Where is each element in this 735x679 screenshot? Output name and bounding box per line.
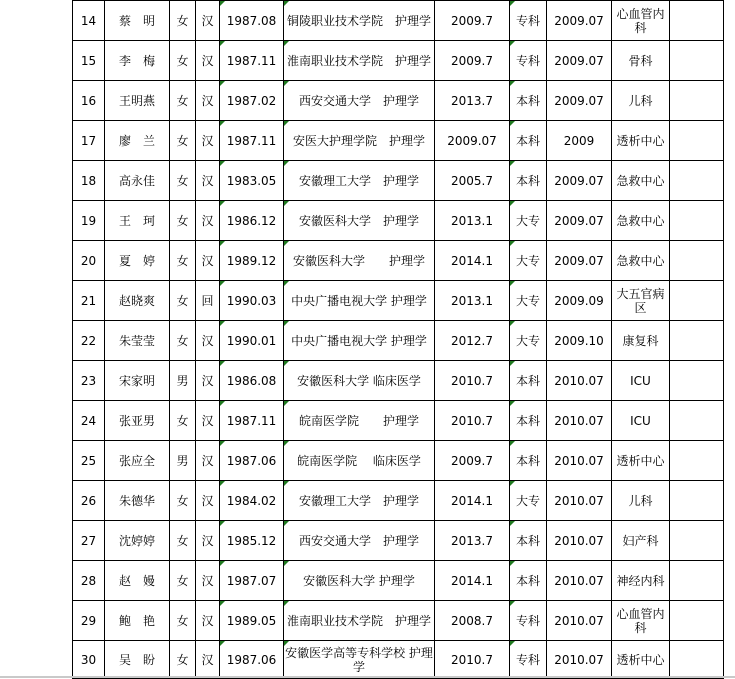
cell-empty[interactable] [670, 441, 724, 481]
cell-school-major[interactable]: 安徽理工大学 护理学 [284, 481, 435, 521]
cell-ethnicity[interactable]: 汉 [196, 361, 220, 401]
table-row [73, 401, 724, 441]
table-row [73, 121, 724, 161]
cell-birth-date[interactable]: 1989.05 [220, 601, 284, 641]
cell-graduation-date[interactable]: 2013.7 [435, 521, 510, 561]
cell-department[interactable]: 妇产科 [612, 521, 670, 561]
cell-school-major[interactable]: 安医大护理学院 护理学 [284, 121, 435, 161]
cell-department[interactable]: 儿科 [612, 81, 670, 121]
cell-hire-date[interactable]: 2010.07 [547, 401, 612, 441]
cell-department[interactable]: 急救中心 [612, 201, 670, 241]
cell-degree[interactable]: 本科 [510, 121, 547, 161]
cell-graduation-date[interactable]: 2010.7 [435, 641, 510, 679]
cell-name[interactable]: 夏 婷 [105, 241, 170, 281]
cell-birth-date[interactable]: 1983.05 [220, 161, 284, 201]
cell-ethnicity[interactable]: 汉 [196, 561, 220, 601]
cell-birth-date[interactable]: 1990.01 [220, 321, 284, 361]
cell-graduation-date[interactable]: 2010.7 [435, 361, 510, 401]
cell-hire-date[interactable]: 2009.09 [547, 281, 612, 321]
cell-gender[interactable]: 女 [170, 241, 196, 281]
table-row [73, 41, 724, 81]
cell-number[interactable]: 26 [73, 481, 105, 521]
cell-hire-date[interactable]: 2010.07 [547, 521, 612, 561]
cell-school-major[interactable]: 淮南职业技术学院 护理学 [284, 41, 435, 81]
cell-empty[interactable] [670, 321, 724, 361]
cell-birth-date[interactable]: 1986.12 [220, 201, 284, 241]
cell-gender[interactable]: 女 [170, 481, 196, 521]
cell-school-major[interactable]: 安徽医学高等专科学校 护理学 [284, 641, 435, 679]
table-row [73, 161, 724, 201]
cell-degree[interactable]: 本科 [510, 441, 547, 481]
cell-school-major[interactable]: 安徽医科大学 护理学 [284, 241, 435, 281]
cell-hire-date[interactable]: 2010.07 [547, 601, 612, 641]
table-row [73, 561, 724, 601]
cell-birth-date[interactable]: 1987.06 [220, 441, 284, 481]
cell-birth-date[interactable]: 1985.12 [220, 521, 284, 561]
cell-birth-date[interactable]: 1989.12 [220, 241, 284, 281]
cell-number[interactable]: 20 [73, 241, 105, 281]
cell-number[interactable]: 19 [73, 201, 105, 241]
cell-hire-date[interactable]: 2009.07 [547, 161, 612, 201]
cell-gender[interactable]: 女 [170, 41, 196, 81]
cell-degree[interactable]: 专科 [510, 41, 547, 81]
cell-hire-date[interactable]: 2009 [547, 121, 612, 161]
cell-department[interactable]: 心血管内科 [612, 601, 670, 641]
cell-birth-date[interactable]: 1987.07 [220, 561, 284, 601]
cell-empty[interactable] [670, 281, 724, 321]
cell-degree[interactable]: 本科 [510, 161, 547, 201]
cell-name[interactable]: 廖 兰 [105, 121, 170, 161]
cell-graduation-date[interactable]: 2013.7 [435, 81, 510, 121]
cell-empty[interactable] [670, 41, 724, 81]
cell-number[interactable]: 27 [73, 521, 105, 561]
table-row [73, 81, 724, 121]
cell-gender[interactable]: 男 [170, 361, 196, 401]
cell-name[interactable]: 鲍 艳 [105, 601, 170, 641]
cell-graduation-date[interactable]: 2009.7 [435, 1, 510, 41]
cell-degree[interactable]: 大专 [510, 481, 547, 521]
cell-gender[interactable]: 女 [170, 1, 196, 41]
table-row [73, 521, 724, 561]
cell-name[interactable]: 赵晓爽 [105, 281, 170, 321]
cell-number[interactable]: 16 [73, 81, 105, 121]
cell-school-major[interactable]: 安徽医科大学 护理学 [284, 561, 435, 601]
cell-empty[interactable] [670, 401, 724, 441]
cell-gender[interactable]: 女 [170, 161, 196, 201]
cell-school-major[interactable]: 淮南职业技术学院 护理学 [284, 601, 435, 641]
cell-gender[interactable]: 女 [170, 121, 196, 161]
cell-school-major[interactable]: 西安交通大学 护理学 [284, 81, 435, 121]
table-row [73, 361, 724, 401]
cell-department[interactable]: 急救中心 [612, 241, 670, 281]
cell-number[interactable]: 15 [73, 41, 105, 81]
cell-department[interactable]: 神经内科 [612, 561, 670, 601]
cell-graduation-date[interactable]: 2005.7 [435, 161, 510, 201]
cell-gender[interactable]: 女 [170, 521, 196, 561]
cell-number[interactable]: 29 [73, 601, 105, 641]
cell-name[interactable]: 宋家明 [105, 361, 170, 401]
cell-school-major[interactable]: 中央广播电视大学 护理学 [284, 321, 435, 361]
table-row [73, 321, 724, 361]
cell-empty[interactable] [670, 601, 724, 641]
cell-graduation-date[interactable]: 2009.07 [435, 121, 510, 161]
cell-name[interactable]: 沈婷婷 [105, 521, 170, 561]
cell-number[interactable]: 14 [73, 1, 105, 41]
roster-body [73, 1, 724, 679]
cell-hire-date[interactable]: 2010.07 [547, 361, 612, 401]
table-row [73, 281, 724, 321]
cell-hire-date[interactable]: 2009.07 [547, 241, 612, 281]
cell-graduation-date[interactable]: 2009.7 [435, 41, 510, 81]
cell-number[interactable]: 25 [73, 441, 105, 481]
cell-ethnicity[interactable]: 汉 [196, 41, 220, 81]
cell-name[interactable]: 朱莹莹 [105, 321, 170, 361]
cell-hire-date[interactable]: 2010.07 [547, 441, 612, 481]
cell-gender[interactable]: 男 [170, 441, 196, 481]
cell-school-major[interactable]: 安徽医科大学 临床医学 [284, 361, 435, 401]
cell-ethnicity[interactable]: 汉 [196, 241, 220, 281]
cell-graduation-date[interactable]: 2014.1 [435, 481, 510, 521]
cell-graduation-date[interactable]: 2008.7 [435, 601, 510, 641]
cell-birth-date[interactable]: 1987.06 [220, 641, 284, 679]
cell-birth-date[interactable]: 1987.02 [220, 81, 284, 121]
cell-degree[interactable]: 本科 [510, 401, 547, 441]
cell-hire-date[interactable]: 2009.07 [547, 1, 612, 41]
cell-gender[interactable]: 女 [170, 641, 196, 679]
cell-hire-date[interactable]: 2010.07 [547, 561, 612, 601]
cell-degree[interactable]: 专科 [510, 601, 547, 641]
cell-gender[interactable]: 女 [170, 321, 196, 361]
cell-hire-date[interactable]: 2010.07 [547, 481, 612, 521]
cell-empty[interactable] [670, 241, 724, 281]
cell-gender[interactable]: 女 [170, 601, 196, 641]
cell-ethnicity[interactable]: 汉 [196, 601, 220, 641]
cell-school-major[interactable]: 皖南医学院 临床医学 [284, 441, 435, 481]
cell-name[interactable]: 高永佳 [105, 161, 170, 201]
cell-number[interactable]: 18 [73, 161, 105, 201]
cell-empty[interactable] [670, 561, 724, 601]
cell-number[interactable]: 23 [73, 361, 105, 401]
cell-empty[interactable] [670, 81, 724, 121]
cell-degree[interactable]: 本科 [510, 81, 547, 121]
cell-department[interactable]: 儿科 [612, 481, 670, 521]
cell-name[interactable]: 朱德华 [105, 481, 170, 521]
cell-birth-date[interactable]: 1987.11 [220, 41, 284, 81]
cell-ethnicity[interactable]: 汉 [196, 521, 220, 561]
cell-birth-date[interactable]: 1987.11 [220, 121, 284, 161]
staff-roster-table [72, 0, 724, 679]
cell-name[interactable]: 吴 盼 [105, 641, 170, 679]
cell-name[interactable]: 张应全 [105, 441, 170, 481]
cell-school-major[interactable]: 安徽理工大学 护理学 [284, 161, 435, 201]
cell-birth-date[interactable]: 1986.08 [220, 361, 284, 401]
cell-empty[interactable] [670, 121, 724, 161]
cell-empty[interactable] [670, 521, 724, 561]
cell-gender[interactable]: 女 [170, 81, 196, 121]
cell-department[interactable]: 大五官病区 [612, 281, 670, 321]
cell-department[interactable]: 急救中心 [612, 161, 670, 201]
cell-number[interactable]: 21 [73, 281, 105, 321]
cell-graduation-date[interactable]: 2013.1 [435, 281, 510, 321]
cell-department[interactable]: 透析中心 [612, 641, 670, 679]
cell-name[interactable]: 王 珂 [105, 201, 170, 241]
cell-degree[interactable]: 大专 [510, 201, 547, 241]
cell-birth-date[interactable]: 1990.03 [220, 281, 284, 321]
cell-birth-date[interactable]: 1987.08 [220, 1, 284, 41]
cell-ethnicity[interactable]: 汉 [196, 161, 220, 201]
cell-empty[interactable] [670, 641, 724, 679]
cell-department[interactable]: 透析中心 [612, 121, 670, 161]
cell-degree[interactable]: 本科 [510, 561, 547, 601]
cell-ethnicity[interactable]: 汉 [196, 201, 220, 241]
cell-name[interactable]: 李 梅 [105, 41, 170, 81]
cell-number[interactable]: 28 [73, 561, 105, 601]
cell-ethnicity[interactable]: 汉 [196, 401, 220, 441]
cell-graduation-date[interactable]: 2014.1 [435, 561, 510, 601]
cell-ethnicity[interactable]: 回 [196, 281, 220, 321]
cell-hire-date[interactable]: 2010.07 [547, 641, 612, 679]
table-row [73, 481, 724, 521]
cell-ethnicity[interactable]: 汉 [196, 81, 220, 121]
cell-degree[interactable]: 本科 [510, 361, 547, 401]
table-row [73, 241, 724, 281]
cell-ethnicity[interactable]: 汉 [196, 321, 220, 361]
cell-gender[interactable]: 女 [170, 561, 196, 601]
cell-degree[interactable]: 专科 [510, 1, 547, 41]
cell-birth-date[interactable]: 1984.02 [220, 481, 284, 521]
cell-gender[interactable]: 女 [170, 281, 196, 321]
cell-name[interactable]: 蔡 明 [105, 1, 170, 41]
cell-graduation-date[interactable]: 2014.1 [435, 241, 510, 281]
table-row [73, 1, 724, 41]
cell-ethnicity[interactable]: 汉 [196, 121, 220, 161]
cell-department[interactable]: 透析中心 [612, 441, 670, 481]
cell-school-major[interactable]: 安徽医科大学 护理学 [284, 201, 435, 241]
cell-ethnicity[interactable]: 汉 [196, 481, 220, 521]
table-row [73, 441, 724, 481]
cell-name[interactable]: 张亚男 [105, 401, 170, 441]
cell-number[interactable]: 22 [73, 321, 105, 361]
cell-department[interactable]: 骨科 [612, 41, 670, 81]
cell-empty[interactable] [670, 481, 724, 521]
cell-ethnicity[interactable]: 汉 [196, 641, 220, 679]
cell-ethnicity[interactable]: 汉 [196, 1, 220, 41]
cell-hire-date[interactable]: 2009.07 [547, 201, 612, 241]
cell-school-major[interactable]: 西安交通大学 护理学 [284, 521, 435, 561]
cell-graduation-date[interactable]: 2009.7 [435, 441, 510, 481]
cell-department[interactable]: 心血管内科 [612, 1, 670, 41]
cell-name[interactable]: 赵 嫚 [105, 561, 170, 601]
cell-gender[interactable]: 女 [170, 201, 196, 241]
cell-number[interactable]: 30 [73, 641, 105, 679]
cell-number[interactable]: 17 [73, 121, 105, 161]
cell-empty[interactable] [670, 161, 724, 201]
table-row [73, 201, 724, 241]
cell-empty[interactable] [670, 201, 724, 241]
cell-gender[interactable]: 女 [170, 401, 196, 441]
cell-hire-date[interactable]: 2009.07 [547, 81, 612, 121]
cell-school-major[interactable]: 中央广播电视大学 护理学 [284, 281, 435, 321]
cell-name[interactable]: 王明燕 [105, 81, 170, 121]
cell-graduation-date[interactable]: 2013.1 [435, 201, 510, 241]
cell-department[interactable]: ICU [612, 401, 670, 441]
cell-degree[interactable]: 大专 [510, 281, 547, 321]
cell-hire-date[interactable]: 2009.10 [547, 321, 612, 361]
cell-graduation-date[interactable]: 2012.7 [435, 321, 510, 361]
cell-ethnicity[interactable]: 汉 [196, 441, 220, 481]
cell-birth-date[interactable]: 1987.11 [220, 401, 284, 441]
cell-department[interactable]: 康复科 [612, 321, 670, 361]
cell-degree[interactable]: 大专 [510, 241, 547, 281]
cell-number[interactable]: 24 [73, 401, 105, 441]
cell-hire-date[interactable]: 2009.07 [547, 41, 612, 81]
cell-degree[interactable]: 本科 [510, 521, 547, 561]
cell-empty[interactable] [670, 1, 724, 41]
table-row [73, 641, 724, 679]
cell-degree[interactable]: 专科 [510, 641, 547, 679]
table-row [73, 601, 724, 641]
cell-school-major[interactable]: 铜陵职业技术学院 护理学 [284, 1, 435, 41]
cell-degree[interactable]: 大专 [510, 321, 547, 361]
cell-department[interactable]: ICU [612, 361, 670, 401]
cell-graduation-date[interactable]: 2010.7 [435, 401, 510, 441]
cell-empty[interactable] [670, 361, 724, 401]
cell-school-major[interactable]: 皖南医学院 护理学 [284, 401, 435, 441]
